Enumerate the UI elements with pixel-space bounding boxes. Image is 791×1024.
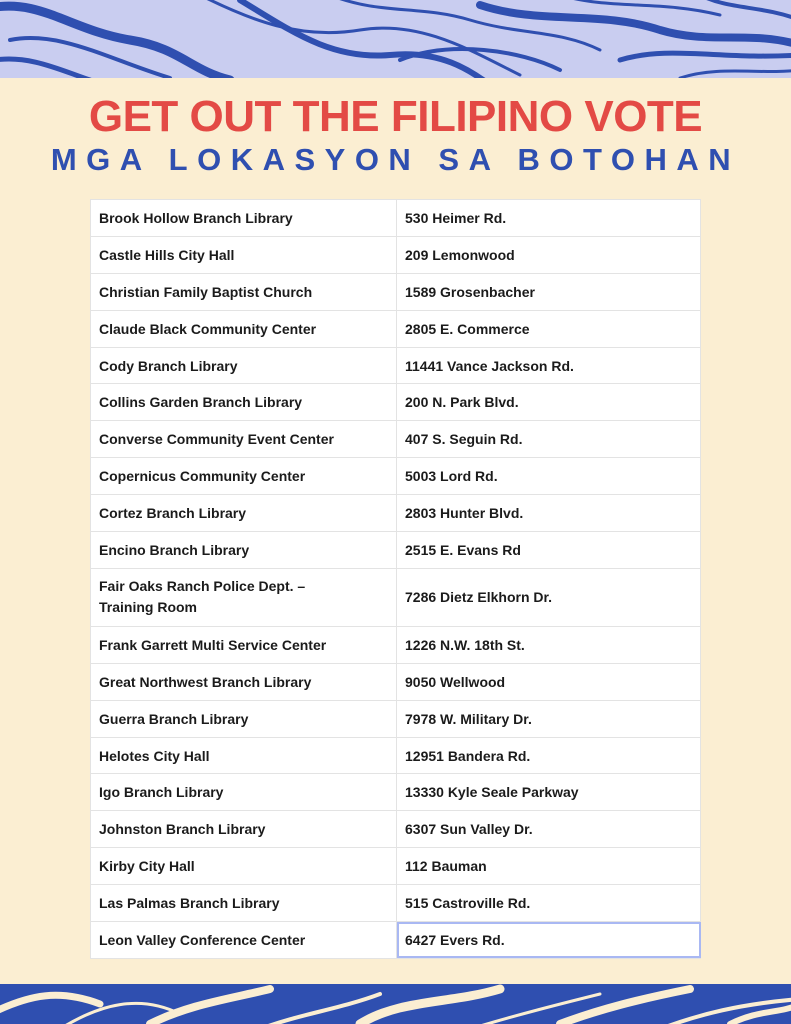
location-address: 11441 Vance Jackson Rd. [397,347,701,384]
table-row [91,236,701,273]
table-row [91,811,701,848]
location-address: 112 Bauman [397,848,701,885]
location-address: 7978 W. Military Dr. [397,700,701,737]
location-address: 13330 Kyle Seale Parkway [397,774,701,811]
location-name: Igo Branch Library [91,774,397,811]
table-row [91,885,701,922]
table-row [91,200,701,237]
table-row [91,626,701,663]
table-row [91,310,701,347]
location-name: Castle Hills City Hall [91,236,397,273]
location-address: 200 N. Park Blvd. [397,384,701,421]
location-name: Cortez Branch Library [91,495,397,532]
location-address: 2515 E. Evans Rd [397,532,701,569]
location-name: Cody Branch Library [91,347,397,384]
table-row [91,737,701,774]
bottom-wave-decoration [0,984,791,1024]
location-address: 1226 N.W. 18th St. [397,626,701,663]
location-name: Guerra Branch Library [91,700,397,737]
table-row [91,458,701,495]
table-row [91,273,701,310]
polling-locations-table [90,199,701,959]
table-row [91,774,701,811]
location-name: Johnston Branch Library [91,811,397,848]
location-name: Copernicus Community Center [91,458,397,495]
location-address: 515 Castroville Rd. [397,885,701,922]
table-row [91,663,701,700]
table-row [91,347,701,384]
location-name: Frank Garrett Multi Service Center [91,626,397,663]
table-row [91,922,701,959]
location-name: Converse Community Event Center [91,421,397,458]
location-name: Leon Valley Conference Center [91,922,397,959]
location-name: Kirby City Hall [91,848,397,885]
location-name: Brook Hollow Branch Library [91,200,397,237]
top-wave-decoration [0,0,791,78]
location-address: 12951 Bandera Rd. [397,737,701,774]
location-name: Helotes City Hall [91,737,397,774]
page-title: GET OUT THE FILIPINO VOTE [88,92,703,141]
location-address: 1589 Grosenbacher [397,273,701,310]
location-name [91,568,397,626]
page-subtitle: MGA LOKASYON SA BOTOHAN [50,142,741,177]
location-address: 2803 Hunter Blvd. [397,495,701,532]
location-name: Collins Garden Branch Library [91,384,397,421]
table-row [91,532,701,569]
table-row [91,848,701,885]
table-row [91,700,701,737]
table-row [91,421,701,458]
location-name: Claude Black Community Center [91,310,397,347]
location-address: 5003 Lord Rd. [397,458,701,495]
location-address: 407 S. Seguin Rd. [397,421,701,458]
location-address-selected-cell[interactable]: 6427 Evers Rd. [397,922,701,959]
location-address: 6307 Sun Valley Dr. [397,811,701,848]
location-name: Las Palmas Branch Library [91,885,397,922]
location-name-line2: Training Room [99,599,197,616]
location-address: 9050 Wellwood [397,663,701,700]
table-row [91,568,701,626]
table-row [91,495,701,532]
location-name: Christian Family Baptist Church [91,273,397,310]
location-name: Encino Branch Library [91,532,397,569]
location-address: 209 Lemonwood [397,236,701,273]
location-name: Great Northwest Branch Library [91,663,397,700]
location-name-line1: Fair Oaks Ranch Police Dept. – [99,578,306,595]
table-row [91,384,701,421]
location-address: 2805 E. Commerce [397,310,701,347]
location-address: 7286 Dietz Elkhorn Dr. [397,568,701,626]
location-address: 530 Heimer Rd. [397,200,701,237]
